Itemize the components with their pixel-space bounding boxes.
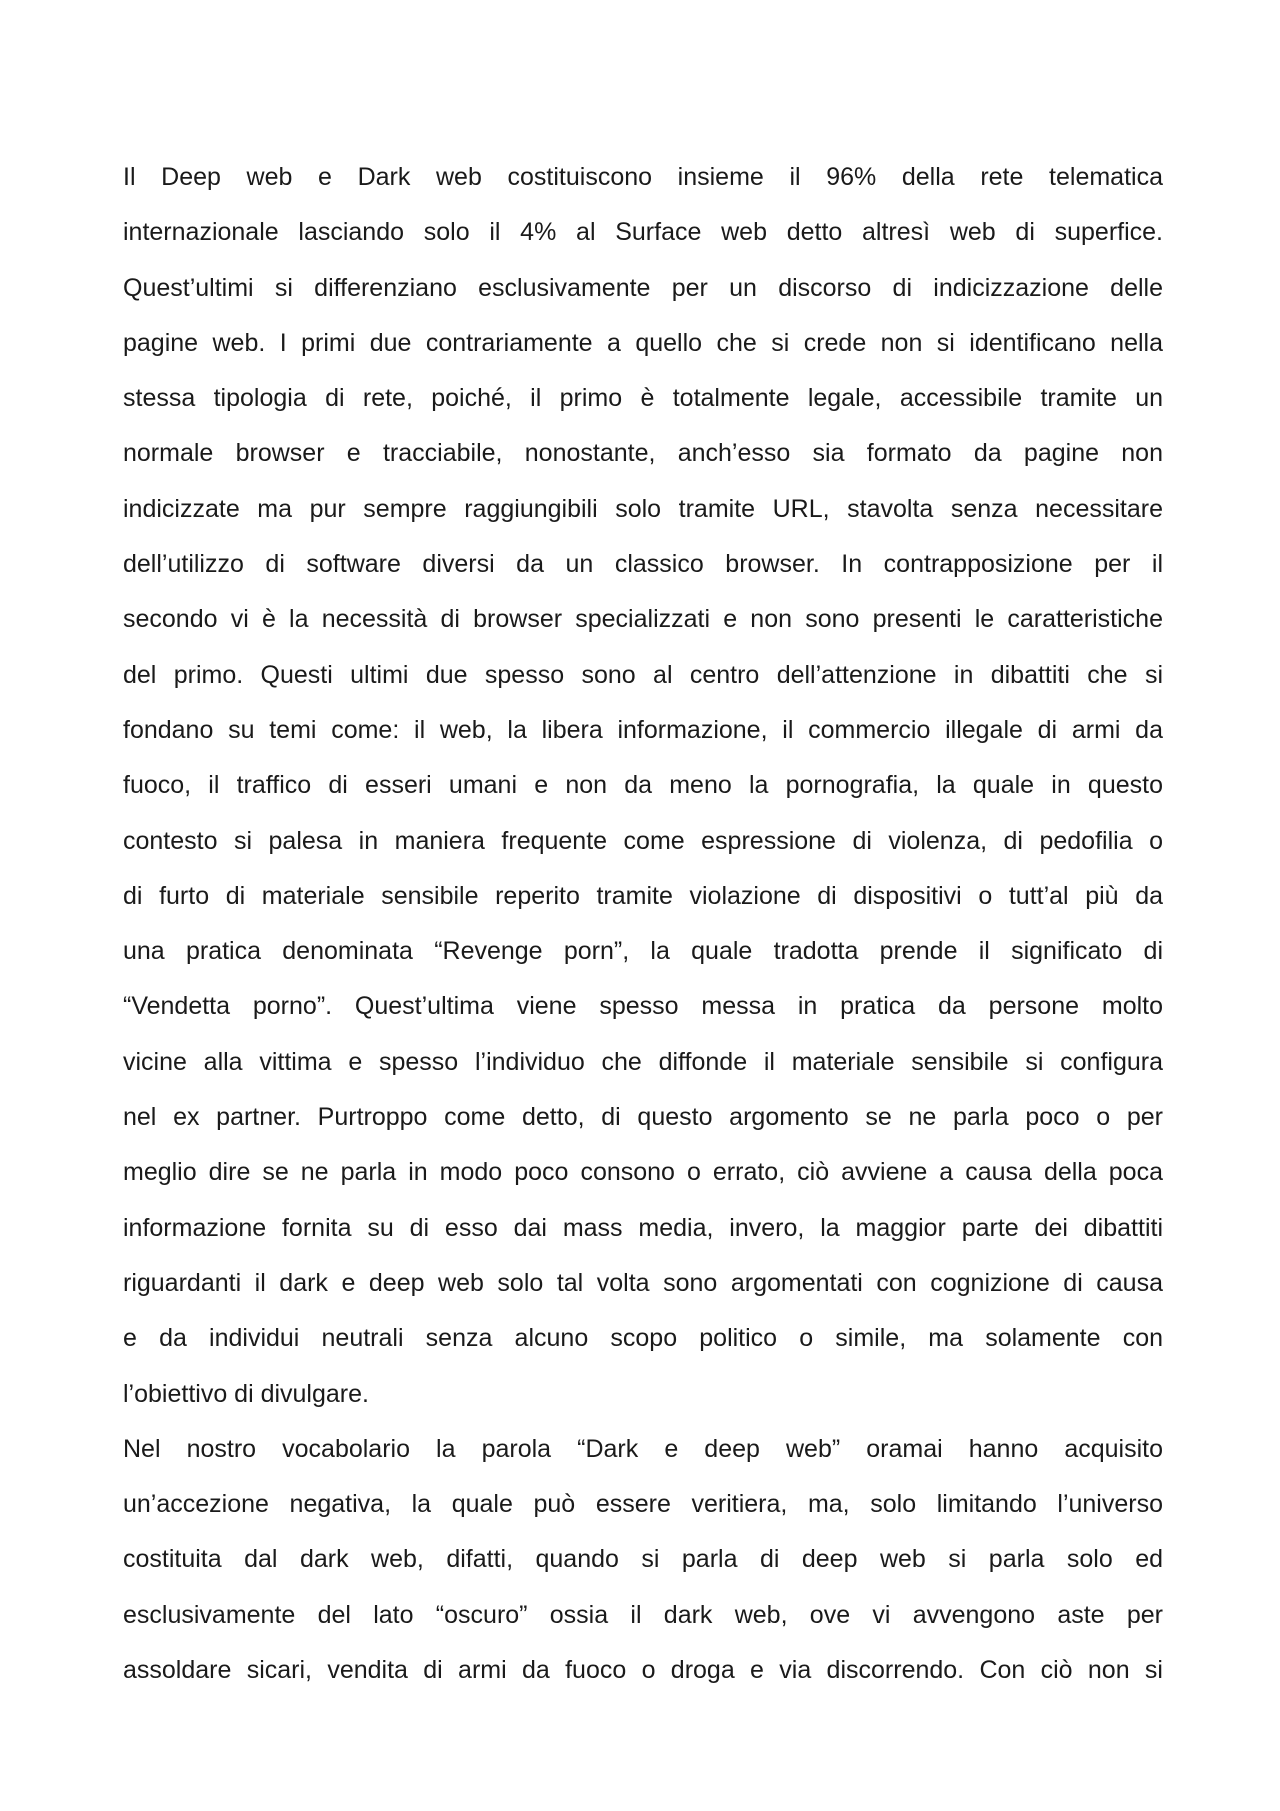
text-line: fuoco, il traffico di esseri umani e non da meno la pornografia, la quale in questo [123, 771, 1163, 800]
text-line: un’accezione negativa, la quale può essere veritiera, ma, solo limitando l’universo [123, 1490, 1163, 1519]
text-line: di furto di materiale sensibile reperito tramite violazione di dispositivi o tutt’al più da [123, 881, 1163, 910]
text-line: assoldare sicari, vendita di armi da fuoco o droga e via discorrendo. Con ciò non si [123, 1656, 1163, 1685]
text-line: pagine web. I primi due contrariamente a quello che si crede non si identificano nella [123, 328, 1163, 357]
text-line: normale browser e tracciabile, nonostante, anch’esso sia formato da pagine non [123, 439, 1163, 468]
text-line: una pratica denominata “Revenge porn”, la quale tradotta prende il significato di [123, 937, 1163, 966]
text-line: stessa tipologia di rete, poiché, il primo è totalmente legale, accessibile tramite un [123, 384, 1163, 413]
text-line: riguardanti il dark e deep web solo tal volta sono argomentati con cognizione di causa [123, 1268, 1163, 1297]
text-line: dell’utilizzo di software diversi da un classico browser. In contrapposizione per il [123, 550, 1163, 579]
text-line: contesto si palesa in maniera frequente come espressione di violenza, di pedofilia o [123, 826, 1163, 855]
text-line: del primo. Questi ultimi due spesso sono al centro dell’attenzione in dibattiti che si [123, 660, 1163, 689]
text-line: meglio dire se ne parla in modo poco consono o errato, ciò avviene a causa della poca [123, 1158, 1163, 1187]
paragraph-1 [123, 150, 1163, 1422]
paragraph-2 [123, 1422, 1163, 1698]
text-line: vicine alla vittima e spesso l’individuo che diffonde il materiale sensibile si configura [123, 1047, 1163, 1076]
text-line: indicizzate ma pur sempre raggiungibili solo tramite URL, stavolta senza necessitare [123, 494, 1163, 523]
text-line: costituita dal dark web, difatti, quando si parla di deep web si parla solo ed [123, 1545, 1163, 1574]
body-text [123, 150, 1163, 1698]
text-line: Nel nostro vocabolario la parola “Dark e deep web” oramai hanno acquisito [123, 1434, 1163, 1463]
text-line: e da individui neutrali senza alcuno scopo politico o simile, ma solamente con [123, 1324, 1163, 1353]
text-line: fondano su temi come: il web, la libera informazione, il commercio illegale di armi da [123, 715, 1163, 744]
text-line: internazionale lasciando solo il 4% al Surface web detto altresì web di superfice. [123, 218, 1163, 247]
text-line: “Vendetta porno”. Quest’ultima viene spesso messa in pratica da persone molto [123, 992, 1163, 1021]
text-line: l’obiettivo di divulgare. [123, 1379, 369, 1408]
text-line: nel ex partner. Purtroppo come detto, di questo argomento se ne parla poco o per [123, 1103, 1163, 1132]
text-line: esclusivamente del lato “oscuro” ossia il dark web, ove vi avvengono aste per [123, 1600, 1163, 1629]
text-line: Quest’ultimi si differenziano esclusivamente per un discorso di indicizzazione delle [123, 273, 1163, 302]
text-line: Il Deep web e Dark web costituiscono insieme il 96% della rete telematica [123, 163, 1163, 191]
text-line: secondo vi è la necessità di browser specializzati e non sono presenti le caratteristiche [123, 605, 1163, 634]
text-line: informazione fornita su di esso dai mass media, invero, la maggior parte dei dibattiti [123, 1213, 1163, 1242]
